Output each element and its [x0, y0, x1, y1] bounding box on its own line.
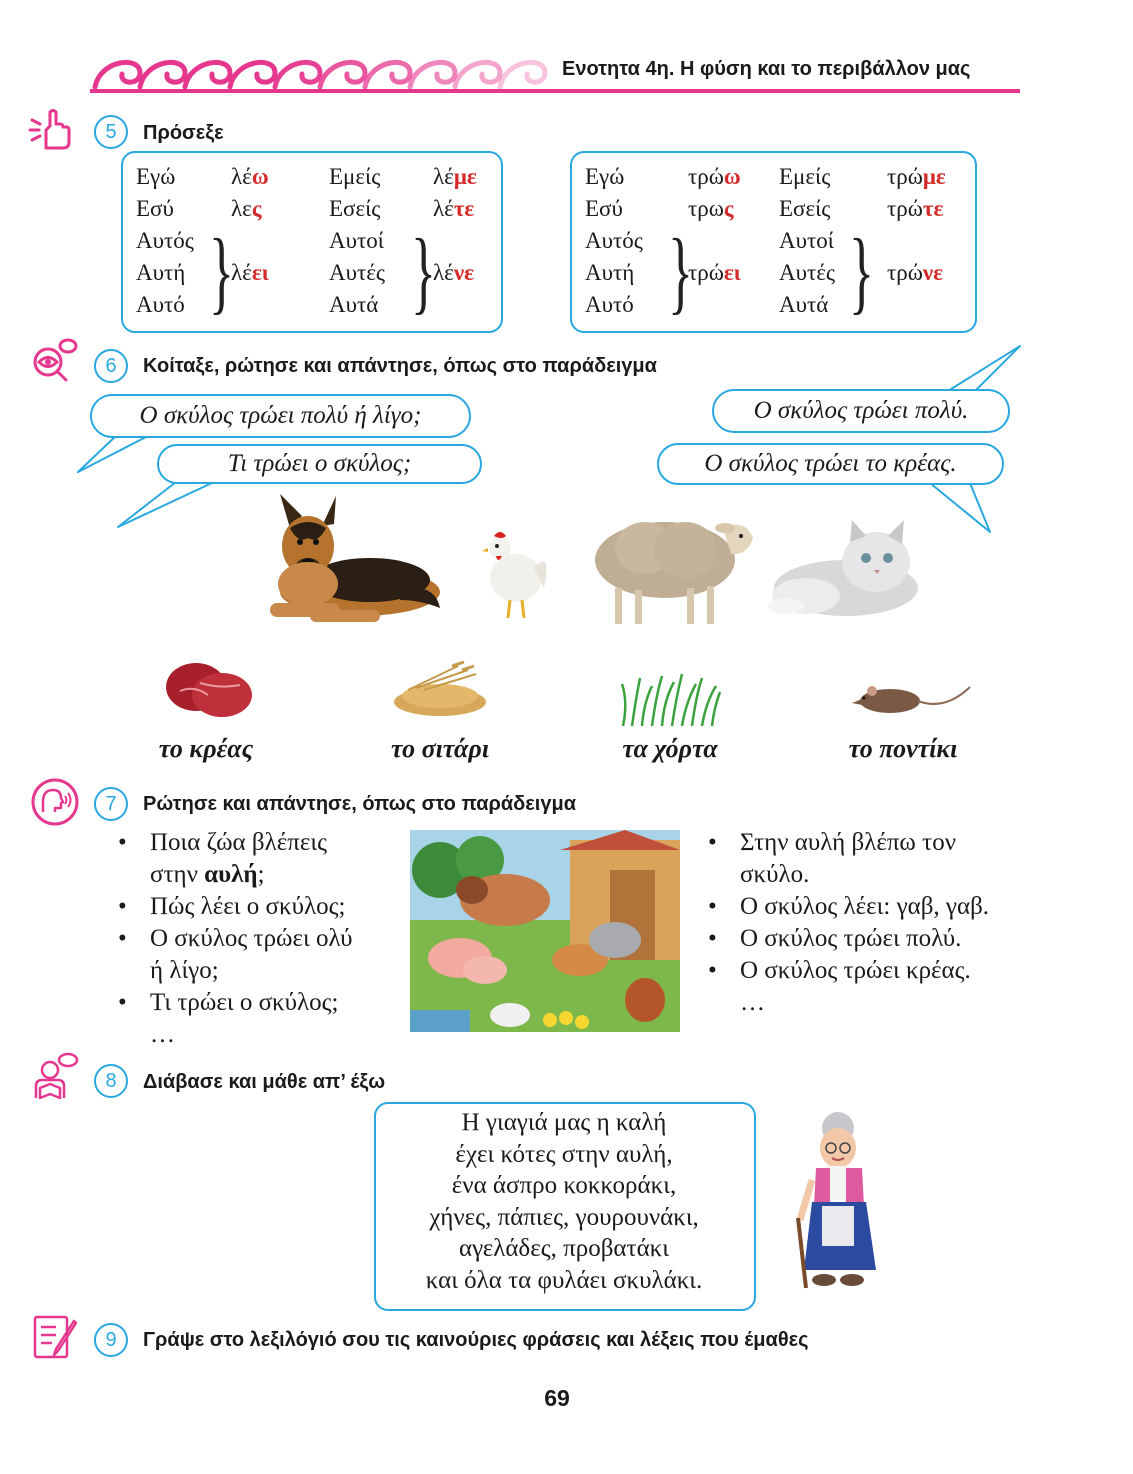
exercise-number-6: 6 — [94, 349, 128, 383]
pronoun: Εγώ — [136, 164, 176, 189]
farmyard-illustration — [410, 830, 680, 1032]
meat-icon — [160, 655, 256, 719]
exercise-number-7: 7 — [94, 787, 128, 821]
cat-image — [766, 518, 931, 623]
poem — [374, 1107, 754, 1296]
notebook-pencil-icon — [32, 1313, 80, 1361]
list-item: σκύλο. — [740, 861, 810, 888]
food-label: τα χόρτα — [622, 734, 718, 763]
verb-form: τρώω — [688, 164, 741, 189]
exercise-number-5: 5 — [94, 115, 128, 149]
pronoun: Αυτές — [329, 260, 386, 285]
food-label: το ποντίκι — [848, 734, 958, 763]
list-item: … — [740, 989, 765, 1016]
pronoun: Αυτό — [585, 292, 634, 317]
question-bubble: Ο σκύλος τρώει πολύ ή λίγο; — [90, 394, 471, 438]
poem-line: χήνες, πάπιες, γουρουνάκι, — [429, 1203, 699, 1231]
poem-line: έχει κότες στην αυλή, — [455, 1140, 673, 1168]
poem-line: και όλα τα φυλάει σκυλάκι. — [425, 1266, 703, 1294]
verb-form: λέω — [231, 164, 269, 189]
pronoun: Αυτός — [585, 228, 643, 253]
pronoun: Εγώ — [585, 164, 625, 189]
list-item: • Τι τρώει ο σκύλος; — [114, 987, 404, 1019]
verb-form: τρώνε — [887, 260, 943, 285]
verb-form: λέμε — [433, 164, 477, 189]
list-item: • Πώς λέει ο σκύλος; — [114, 891, 404, 923]
list-item: • Ο σκύλος τρώει κρέας. — [704, 955, 1034, 987]
list-item: • Στην αυλή βλέπω τον — [704, 827, 1034, 859]
brace: } — [411, 221, 436, 325]
exercise-title-7: Ρώτησε και απάντησε, όπως στο παράδειγμα — [143, 793, 576, 815]
question-list — [114, 827, 404, 1051]
pronoun: Αυτά — [779, 292, 829, 317]
wheat-icon — [388, 660, 493, 718]
exercise-title-8: Διάβασε και μάθε απ’ έξω — [143, 1071, 386, 1093]
food-label: το κρέας — [158, 734, 254, 763]
dog-image — [250, 488, 445, 628]
grandmother-illustration — [786, 1110, 886, 1292]
pronoun: Αυτή — [136, 260, 186, 285]
list-item: • Ο σκύλος τρώει πολύ. — [704, 923, 1034, 955]
pronoun: Αυτός — [136, 228, 194, 253]
exercise-title-5: Πρόσεξε — [143, 122, 224, 144]
verb-form: λένε — [433, 260, 474, 285]
brace: } — [668, 221, 693, 325]
pronoun: Αυτό — [136, 292, 185, 317]
page-number: 69 — [544, 1385, 570, 1411]
pronoun: Αυτά — [329, 292, 379, 317]
exercise-title-6: Κοίταξε, ρώτησε και απάντησε, όπως στο παράδειγμα — [143, 355, 657, 377]
pronoun: Εσύ — [585, 196, 623, 221]
pronoun: Εσείς — [779, 196, 831, 221]
pronoun: Αυτοί — [329, 228, 384, 253]
speaking-head-icon — [31, 778, 79, 826]
pronoun: Εμείς — [329, 164, 381, 189]
grass-icon — [618, 672, 723, 726]
sheep-image — [585, 498, 757, 628]
poem-line: Η γιαγιά μας η καλή — [461, 1109, 667, 1136]
pronoun: Εμείς — [779, 164, 831, 189]
answer-list — [704, 827, 1034, 1019]
exercise-title-9: Γράψε στο λεξιλόγιό σου τις καινούριες φράσεις και λέξεις που έμαθες — [143, 1329, 809, 1351]
mouse-icon — [850, 677, 972, 717]
reading-child-icon — [32, 1052, 80, 1100]
unit-title: Ενοτητα 4η. Η φύση και το περιβάλλον μας — [562, 58, 971, 80]
list-item: … — [150, 1021, 175, 1048]
answer-bubble: Ο σκύλος τρώει το κρέας. — [657, 443, 1004, 485]
verb-form: λέει — [231, 260, 269, 285]
pronoun: Αυτή — [585, 260, 635, 285]
pronoun: Εσύ — [136, 196, 174, 221]
food-label: το σιτάρι — [390, 734, 490, 763]
question-bubble: Τι τρώει ο σκύλος; — [157, 444, 482, 484]
verb-form: τρως — [688, 196, 734, 221]
list-item: στην αυλή; — [150, 861, 265, 888]
list-item: ή λίγο; — [150, 957, 219, 984]
verb-form: λες — [231, 196, 262, 221]
brace: } — [849, 221, 874, 325]
answer-bubble: Ο σκύλος τρώει πολύ. — [712, 389, 1010, 433]
list-item: • Ο σκύλος λέει: γαβ, γαβ. — [704, 891, 1034, 923]
verb-form: τρώμε — [887, 164, 946, 189]
verb-form: λέτε — [433, 196, 475, 221]
exercise-number-8: 8 — [94, 1064, 128, 1098]
hen-image — [474, 518, 554, 628]
exercise-number-9: 9 — [94, 1323, 128, 1357]
list-item: • Ο σκύλος τρώει ολύ — [114, 923, 404, 955]
verb-form: τρώτε — [887, 196, 944, 221]
pronoun: Αυτοί — [779, 228, 834, 253]
poem-line: αγελάδες, προβατάκι — [459, 1235, 669, 1262]
pronoun: Εσείς — [329, 196, 381, 221]
brace: } — [209, 221, 234, 325]
list-item: • Ποια ζώα βλέπεις — [114, 827, 404, 859]
poem-line: ένα άσπρο κοκκοράκι, — [451, 1172, 677, 1199]
verb-form: τρώει — [688, 260, 741, 285]
pronoun: Αυτές — [779, 260, 836, 285]
